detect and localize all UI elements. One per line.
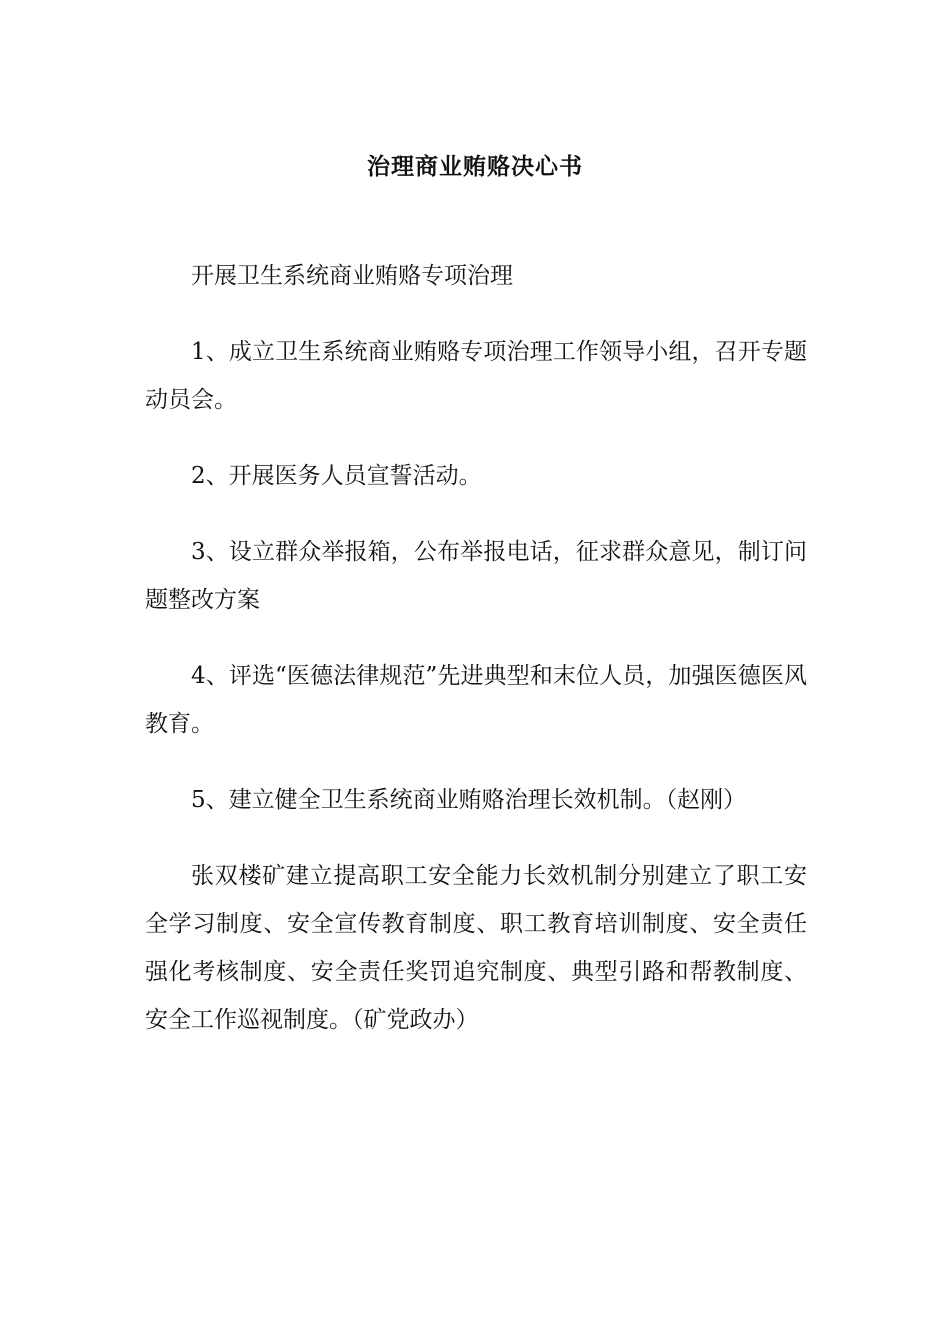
paragraph-item-4: 4、评选“医德法律规范”先进典型和末位人员，加强医德医风教育。 xyxy=(145,663,807,737)
paragraph-item-5: 5、建立健全卫生系统商业贿赂治理长效机制。（赵刚） xyxy=(191,787,747,813)
paragraph-item-1: 1、成立卫生系统商业贿赂专项治理工作领导小组，召开专题动员会。 xyxy=(145,339,807,413)
paragraph-mine-safety: 张双楼矿建立提高职工安全能力长效机制分别建立了职工安全学习制度、安全宣传教育制度、职工教育培训制度、安全责任强化考核制度、安全责任奖罚追究制度、典型引路和帮教制度、安全工作巡视制度。（矿党政办） xyxy=(145,863,807,1033)
document-body xyxy=(145,252,807,1072)
paragraph-item-2: 2、开展医务人员宣誓活动。 xyxy=(191,463,482,489)
paragraph-item-3: 3、设立群众举报箱，公布举报电话，征求群众意见，制订问题整改方案 xyxy=(145,539,807,613)
document-title: 治理商业贿赂决心书 xyxy=(367,153,583,181)
paragraph-heading: 开展卫生系统商业贿赂专项治理 xyxy=(191,263,513,289)
